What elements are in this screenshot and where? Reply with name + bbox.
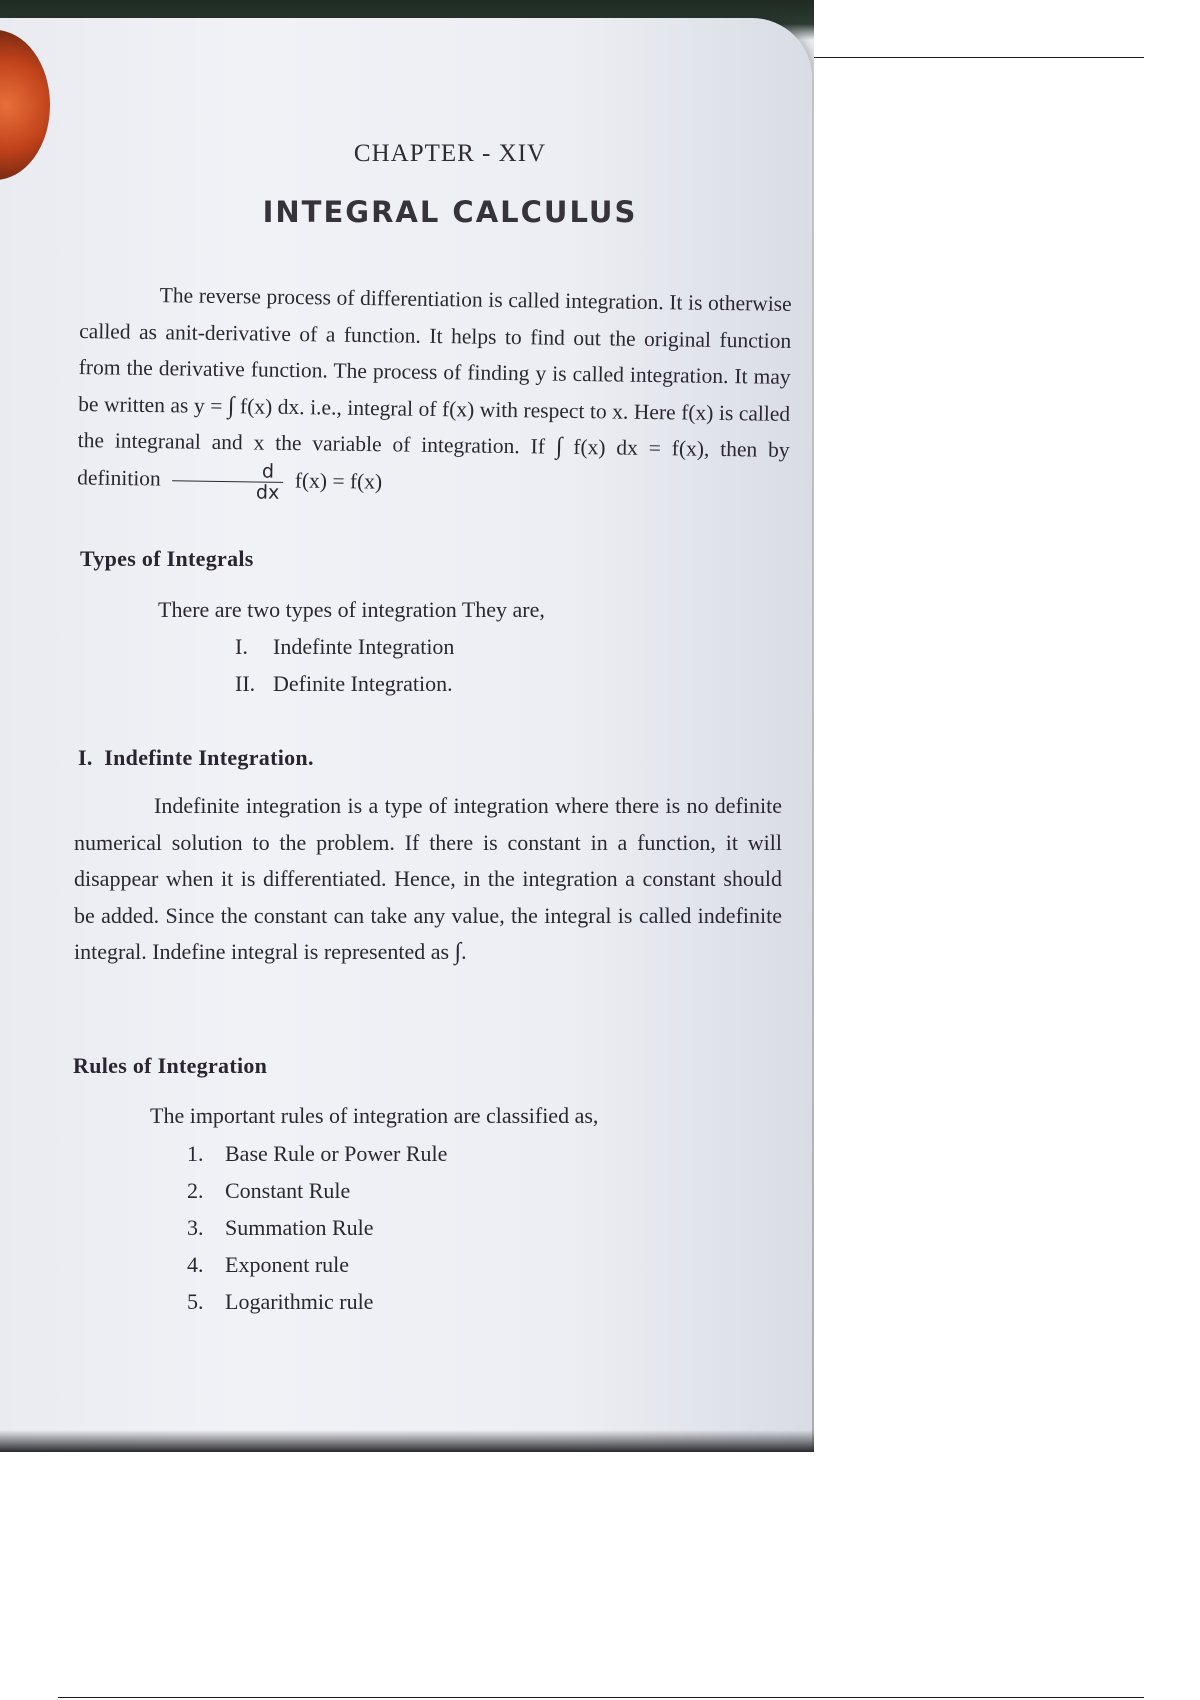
list-item-label: Definite Integration. bbox=[273, 671, 453, 696]
indefinite-text-end: . bbox=[461, 939, 467, 964]
fraction-numerator: d bbox=[172, 460, 284, 483]
integral-sign: ∫ bbox=[227, 392, 235, 419]
list-item-number: 5. bbox=[187, 1289, 204, 1314]
intro-text-3: f(x) dx = f(x), then by definition bbox=[77, 434, 790, 491]
integral-sign: ∫ bbox=[555, 433, 563, 460]
rules-heading: Rules of Integration bbox=[73, 1053, 268, 1078]
rules-intro: The important rules of integration are classified as, bbox=[150, 1103, 599, 1128]
derivative-fraction bbox=[172, 460, 284, 503]
list-item-number: 1. bbox=[187, 1141, 204, 1166]
list-item-label: Summation Rule bbox=[225, 1215, 374, 1240]
types-intro: There are two types of integration They are, bbox=[158, 597, 545, 622]
list-item-number: I. bbox=[235, 634, 248, 659]
top-rule bbox=[814, 57, 1144, 58]
intro-text-1: The reverse process of differentiation is called integration. It is otherwise called as anit-derivative of a function. It helps to find out the original function from the derivative function. The process of finding y is called integration. It may be written as y = bbox=[78, 283, 792, 418]
list-item-label: Base Rule or Power Rule bbox=[225, 1141, 448, 1166]
list-item bbox=[235, 671, 454, 708]
list-item bbox=[187, 1252, 447, 1289]
list-item-number: II. bbox=[235, 671, 256, 696]
rules-list bbox=[187, 1141, 447, 1326]
intro-paragraph bbox=[77, 276, 792, 509]
types-heading: Types of Integrals bbox=[80, 546, 254, 571]
list-item bbox=[187, 1215, 447, 1252]
bottom-rule bbox=[58, 1697, 1144, 1698]
list-item-number: 4. bbox=[187, 1252, 204, 1277]
list-item-label: Logarithmic rule bbox=[225, 1289, 374, 1314]
list-item-label: Exponent rule bbox=[225, 1252, 350, 1277]
list-item-label: Indefinte Integration bbox=[273, 634, 455, 659]
fraction-denominator: dx bbox=[255, 480, 280, 504]
types-list bbox=[235, 634, 454, 708]
intro-text-2: f(x) dx. i.e., integral of f(x) with respect to x. Here f(x) is called the integranal and x the variable of integration. If bbox=[77, 393, 791, 459]
chapter-number: CHAPTER - XIV bbox=[353, 140, 547, 167]
list-item-number: 2. bbox=[187, 1178, 204, 1203]
list-item bbox=[235, 634, 454, 671]
list-item bbox=[187, 1289, 447, 1326]
intro-text-4: f(x) = f(x) bbox=[289, 467, 383, 494]
integral-sign: ∫ bbox=[454, 939, 462, 965]
list-item-number: 3. bbox=[187, 1215, 204, 1240]
indefinite-text: Indefinite integration is a type of integration where there is no definite numerical solution to the problem. If there is constant in a function, it will disappear when it is differentiated. Hence, in the integration a constant should be added. Since the constant can take any value, the integral is called indefinite integral. Indefine integral is represented as bbox=[74, 793, 782, 964]
list-item-label: Constant Rule bbox=[225, 1178, 351, 1203]
list-item bbox=[187, 1178, 447, 1215]
indefinite-heading: I. Indefinte Integration. bbox=[78, 745, 314, 770]
list-item bbox=[187, 1141, 447, 1178]
indefinite-paragraph bbox=[74, 788, 782, 971]
chapter-title: INTEGRAL CALCULUS bbox=[262, 195, 638, 229]
